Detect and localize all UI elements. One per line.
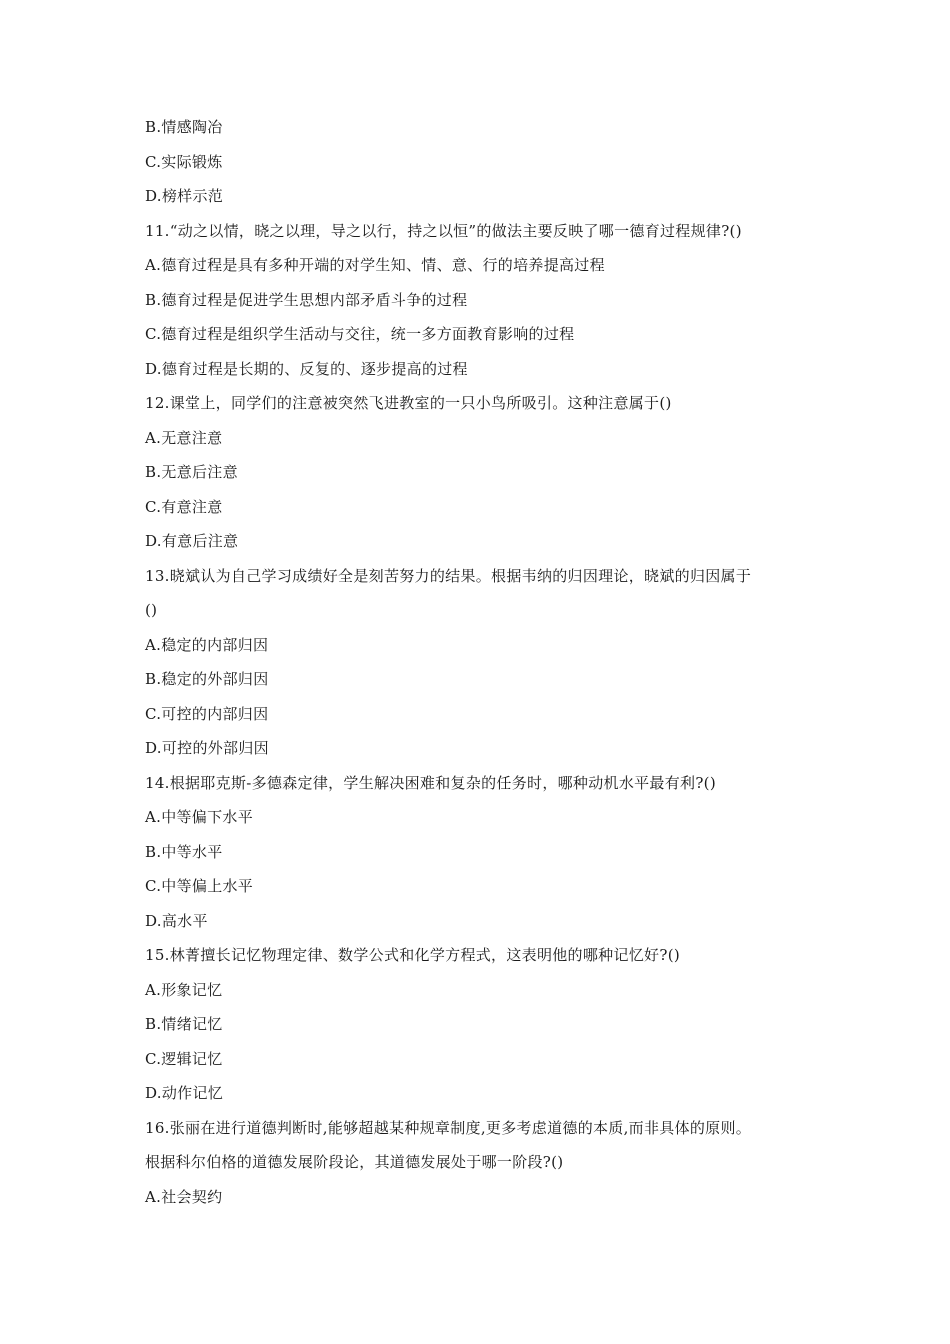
question-14: 14.根据耶克斯-多德森定律，学生解决困难和复杂的任务时，哪种动机水平最有利?()	[145, 773, 716, 792]
option-10c: C.实际锻炼	[145, 152, 223, 171]
option-10d: D.榜样示范	[145, 187, 224, 205]
option-11c: C.德育过程是组织学生活动与交往，统一多方面教育影响的过程	[145, 325, 575, 343]
option-15d: D.动作记忆	[145, 1084, 224, 1102]
question-13: 13.晓斌认为自己学习成绩好全是刻苦努力的结果。根据韦纳的归因理论，晓斌的归因属于	[145, 566, 752, 585]
option-11b: B.德育过程是促进学生思想内部矛盾斗争的过程	[145, 290, 468, 309]
option-13c: C.可控的内部归因	[145, 704, 269, 723]
option-15c: C.逻辑记忆	[145, 1049, 223, 1068]
option-11a: A.德育过程是具有多种开端的对学生知、情、意、行的培养提高过程	[145, 256, 605, 274]
option-13b: B.稳定的外部归因	[145, 670, 269, 688]
option-14d: D.高水平	[145, 911, 208, 930]
option-13d: D.可控的外部归因	[145, 739, 269, 757]
option-14c: C.中等偏上水平	[145, 877, 254, 895]
document-page	[145, 110, 845, 1214]
question-16-continuation: 根据科尔伯格的道德发展阶段论，其道德发展处于哪一阶段?()	[145, 1153, 564, 1171]
option-12d: D.有意后注意	[145, 532, 239, 550]
question-16: 16.张丽在进行道德判断时,能够超越某种规章制度,更多考虑道德的本质,而非具体的原则。	[145, 1118, 752, 1137]
option-10b: B.情感陶冶	[145, 118, 223, 136]
option-11d: D.德育过程是长期的、反复的、逐步提高的过程	[145, 359, 468, 378]
option-15b: B.情绪记忆	[145, 1015, 223, 1033]
option-15a: A.形象记忆	[145, 980, 223, 999]
option-12a: A.无意注意	[145, 428, 223, 447]
question-12: 12.课堂上，同学们的注意被突然飞进教室的一只小鸟所吸引。这种注意属于()	[145, 394, 672, 412]
option-14b: B.中等水平	[145, 842, 223, 861]
option-13a: A.稳定的内部归因	[145, 635, 269, 654]
question-15: 15.林菁擅长记忆物理定律、数学公式和化学方程式，这表明他的哪种记忆好?()	[145, 946, 681, 964]
question-13-continuation: ()	[145, 601, 158, 619]
option-16a: A.社会契约	[145, 1187, 223, 1206]
question-11: 11.“动之以情，晓之以理，导之以行，持之以恒”的做法主要反映了哪一德育过程规律?()	[145, 221, 742, 240]
option-12b: B.无意后注意	[145, 463, 238, 481]
option-14a: A.中等偏下水平	[145, 808, 254, 826]
option-12c: C.有意注意	[145, 497, 223, 516]
